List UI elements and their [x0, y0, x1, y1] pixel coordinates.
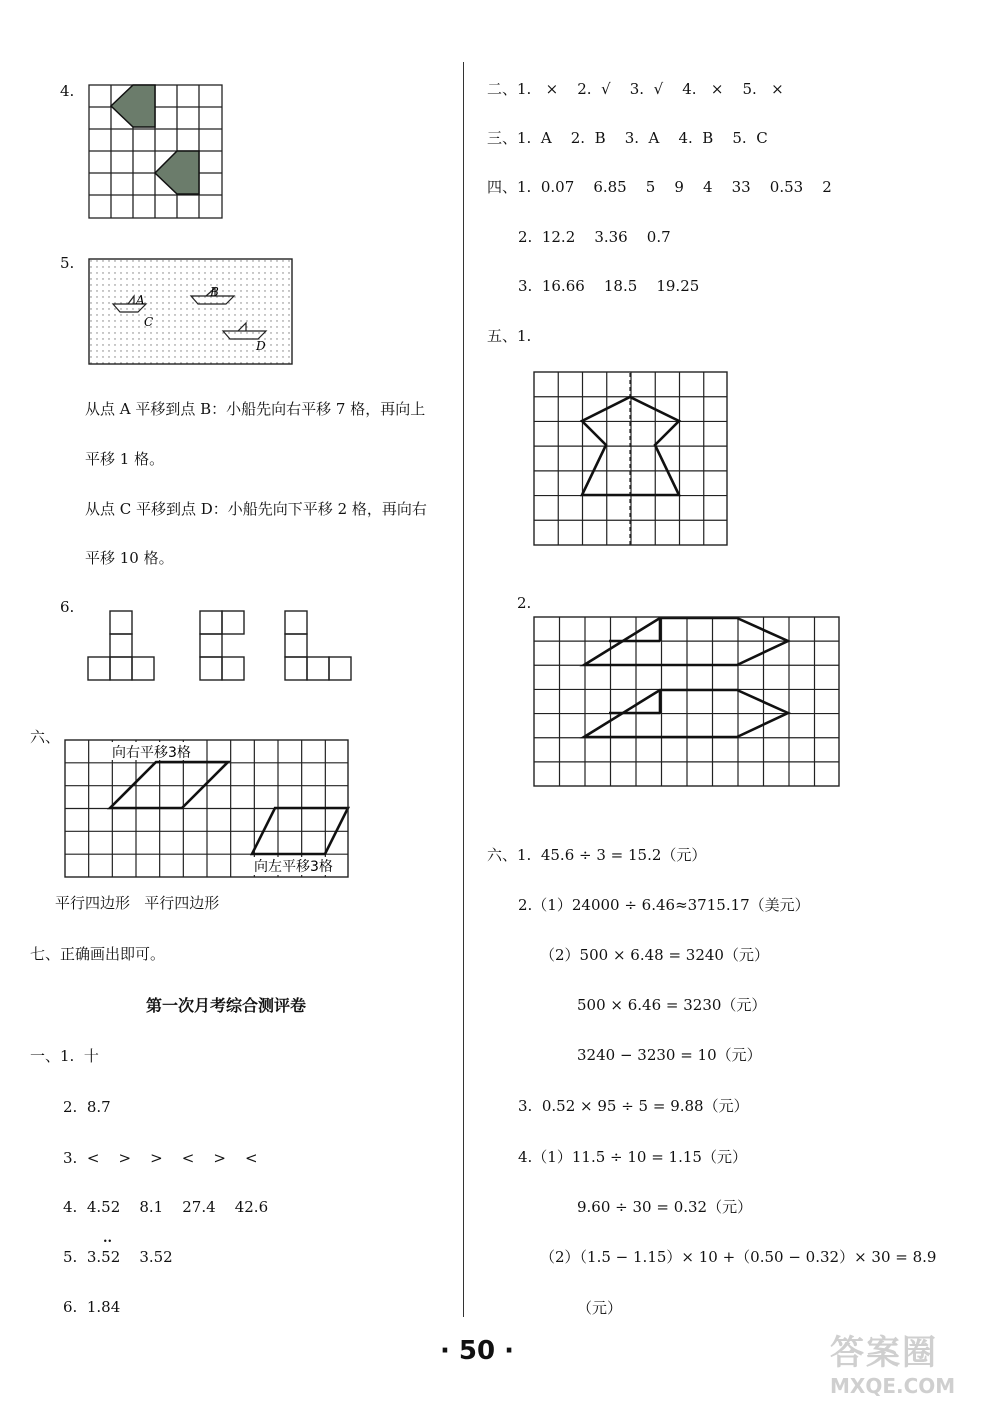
q6-label: 6. — [60, 598, 75, 616]
section-5-q1-label: 五、1. — [487, 327, 532, 345]
shape-translated — [155, 151, 199, 194]
section-6-q4c: （2）（1.5 − 1.15）× 10 +（0.50 − 0.32）× 30 = 8.9 — [540, 1248, 937, 1266]
point-c: C — [144, 315, 154, 329]
section-1-q2: 2. 8.7 — [63, 1098, 111, 1116]
q5-answer-line-1: 从点 A 平移到点 B：小船先向右平移 7 格，再向上 — [85, 400, 426, 418]
section-6-q2d: 3240 − 3230 = 10（元） — [577, 1046, 762, 1064]
section-4-q3: 3. 16.66 18.5 19.25 — [518, 277, 700, 295]
section-6-q2b: （2）500 × 6.48 = 3240（元） — [540, 946, 769, 964]
q4-label: 4. — [60, 82, 75, 100]
q6-views — [86, 610, 356, 682]
section-6-q4d: （元） — [577, 1299, 623, 1317]
bottom-translation-caption: 向左平移3格 — [254, 859, 333, 875]
section-6-q4b: 9.60 ÷ 30 = 0.32（元） — [577, 1198, 753, 1216]
section-3-answers: 三、1. A 2. B 3. A 4. B 5. C — [487, 129, 768, 147]
section-1-q6: 6. 1.84 — [63, 1298, 121, 1316]
point-a: A — [136, 293, 145, 307]
section-4-q1: 四、1. 0.07 6.85 5 9 4 33 0.53 2 — [487, 178, 832, 196]
watermark-line-1: 答案圈 — [830, 1333, 938, 1373]
q5-dotted-grid — [88, 258, 294, 366]
top-translation-caption: 向右平移3格 — [112, 745, 191, 761]
watermark-logo — [830, 1325, 990, 1405]
page-number: · 50 · — [440, 1336, 515, 1366]
section-5-q2-label: 2. — [517, 594, 532, 612]
section-6-q4a: 4.（1）11.5 ÷ 10 = 1.15（元） — [518, 1148, 747, 1166]
repeating-decimal-dots: .. — [103, 1231, 113, 1246]
q5-answer-line-3: 从点 C 平移到点 D：小船先向下平移 2 格，再向右 — [85, 500, 427, 518]
section-6-q1: 六、1. 45.6 ÷ 3 = 15.2（元） — [487, 846, 707, 864]
section-1-q4: 4. 4.52 8.1 27.4 42.6 — [63, 1198, 269, 1216]
symmetry-grid — [533, 371, 729, 547]
section-6-label: 六、 — [30, 728, 61, 746]
q5-answer-line-4: 平移 10 格。 — [85, 549, 174, 567]
section-7-text: 七、正确画出即可。 — [30, 945, 166, 963]
column-divider — [463, 62, 464, 1317]
section-6-q3: 3. 0.52 × 95 ÷ 5 = 9.88（元） — [518, 1097, 749, 1115]
section-1-q3: 3. < > > < > < — [63, 1149, 258, 1167]
section-1-q5: 5. 3.52 3.52 — [63, 1248, 173, 1266]
section-4-q2: 2. 12.2 3.36 0.7 — [518, 228, 671, 246]
q4-figure — [88, 84, 224, 220]
section-6-q2a: 2.（1）24000 ÷ 6.46≈3715.17（美元） — [518, 896, 810, 914]
section-6-answer: 平行四边形 平行四边形 — [55, 894, 220, 912]
section-6-q2c: 500 × 6.46 = 3230（元） — [577, 996, 767, 1014]
point-d: D — [256, 339, 266, 353]
section-1-q1: 一、1. 十 — [30, 1047, 99, 1065]
shape-original — [111, 85, 155, 127]
section-2-answers: 二、1. × 2. √ 3. √ 4. × 5. × — [487, 80, 784, 98]
q5-answer-line-2: 平移 1 格。 — [85, 450, 165, 468]
watermark-line-2: MXQE.COM — [830, 1374, 956, 1398]
translation-grid — [533, 616, 841, 788]
exam-title: 第一次月考综合测评卷 — [146, 996, 307, 1015]
section-6-grid — [64, 739, 350, 879]
q5-label: 5. — [60, 254, 75, 272]
point-b: B — [210, 285, 219, 299]
